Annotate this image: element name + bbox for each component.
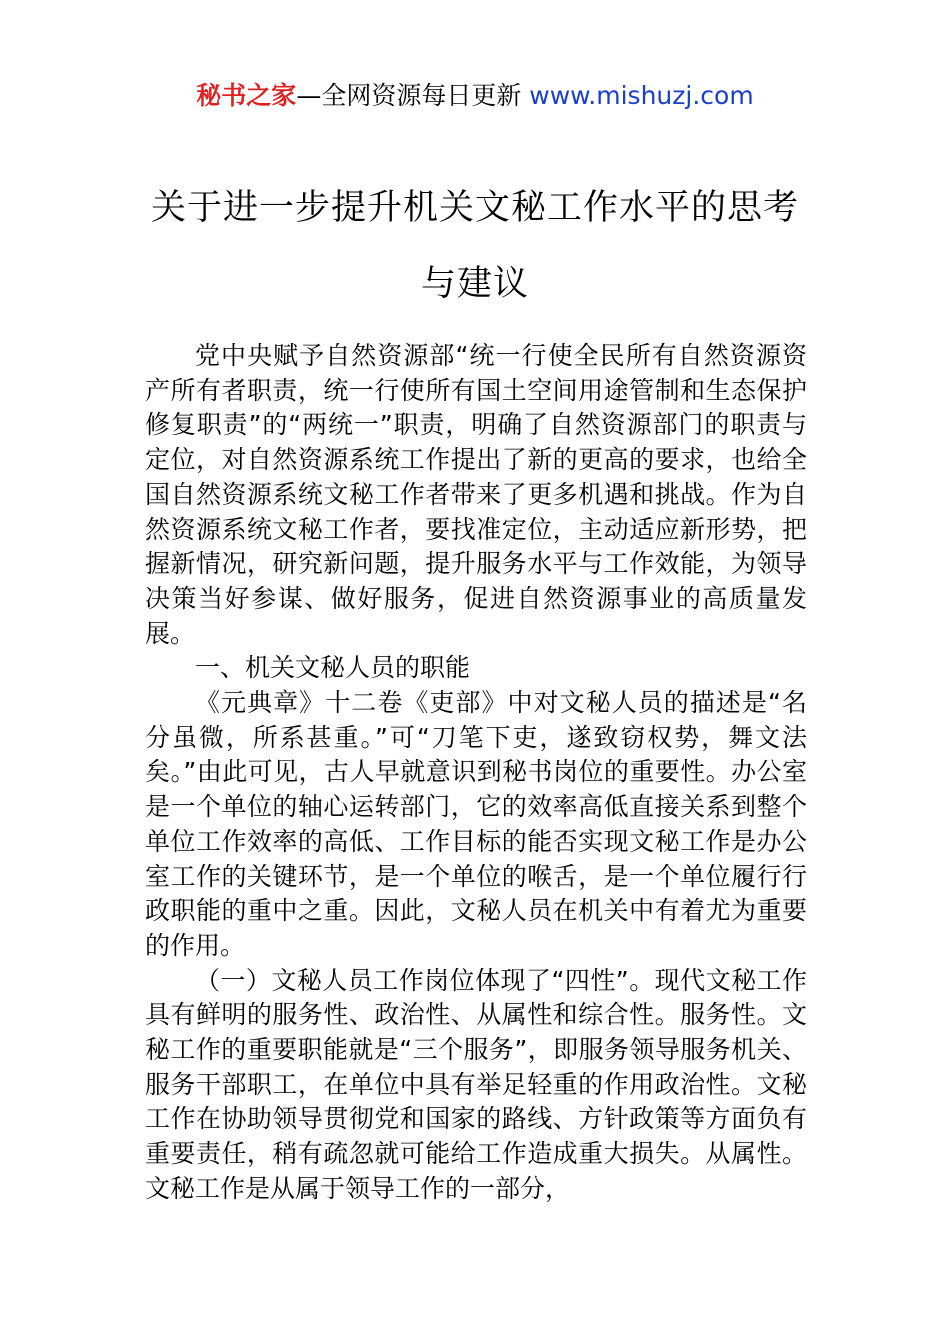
document-title: [120, 170, 830, 322]
body-paragraph: （一）文秘人员工作岗位体现了“四性”。现代文秘工作具有鲜明的服务性、政治性、从属性和综合性。服务性。文秘工作的重要职能就是“三个服务”，即服务领导服务机关、服务干部职工，在单位中具有举足轻重的作用政治性。文秘工作在协助领导贯彻党和国家的路线、方针政策等方面负有重要责任，稍有疏忽就可能给工作造成重大损失。从属性。文秘工作是从属于领导工作的一部分，: [145, 965, 807, 1203]
site-url-link[interactable]: www.mishuzj.com: [529, 81, 754, 110]
section-heading: 一、机关文秘人员的职能: [195, 653, 471, 683]
site-brand: 秘书之家: [196, 81, 297, 110]
site-header: [0, 78, 950, 114]
document-title-line-2: 与建议: [420, 264, 529, 304]
document-body: [145, 339, 807, 1207]
intro-paragraph: 党中央赋予自然资源部“统一行使全民所有自然资源资产所有者职责，统一行使所有国土空间用途管制和生态保护修复职责”的“两统一”职责，明确了自然资源部门的职责与定位，对自然资源系统工作提出了新的更高的要求，也给全国自然资源系统文秘工作者带来了更多机遇和挑战。作为自然资源系统文秘工作者，要找准定位，主动适应新形势，把握新情况，研究新问题，提升服务水平与工作效能，为领导决策当好参谋、做好服务，促进自然资源事业的高质量发展。: [145, 341, 807, 648]
document-title-line-1: 关于进一步提升机关文秘工作水平的思考: [150, 188, 799, 228]
site-tagline: —全网资源每日更新: [296, 81, 530, 110]
body-paragraph: 《元典章》十二卷《吏部》中对文秘人员的描述是“名分虽微，所系甚重。”可“刀笔下吏，遂致窃权势，舞文法矣。”由此可见，古人早就意识到秘书岗位的重要性。办公室是一个单位的轴心运转部门，它的效率高低直接关系到整个单位工作效率的高低、工作目标的能否实现文秘工作是办公室工作的关键环节，是一个单位的喉舌，是一个单位履行行政职能的重中之重。因此，文秘人员在机关中有着尤为重要的作用。: [145, 688, 807, 960]
